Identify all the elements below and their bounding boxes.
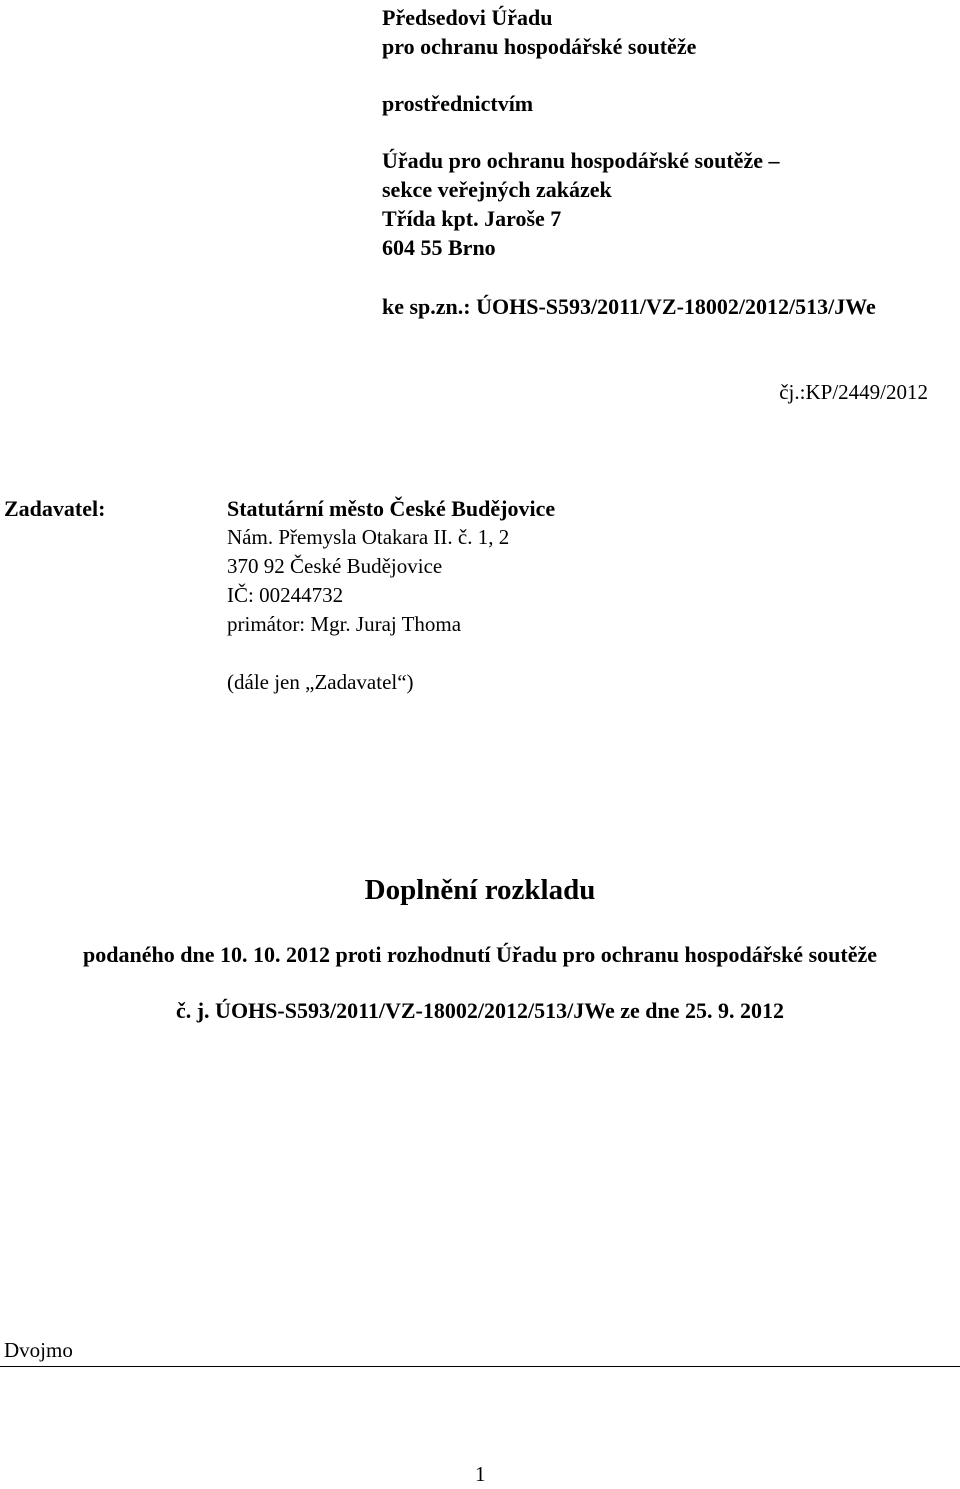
contracting-authority-street: Nám. Přemysla Otakara II. č. 1, 2: [227, 525, 510, 549]
contracting-authority-city: 370 92 České Budějovice: [227, 554, 443, 578]
recipient-office-line2: sekce veřejných zakázek: [382, 177, 612, 202]
document-number-value: KP/2449/2012: [805, 380, 928, 404]
recipient-via: prostřednictvím: [382, 91, 534, 116]
contracting-authority-mayor: primátor: Mgr. Juraj Thoma: [227, 612, 462, 636]
contracting-authority-name: Statutární město České Budějovice: [227, 496, 556, 521]
contracting-authority-alias: (dále jen „Zadavatel“): [227, 670, 414, 694]
case-reference-label: ke sp.zn.:: [382, 294, 471, 319]
document-number: [779, 378, 928, 407]
contracting-authority-label: Zadavatel:: [4, 496, 106, 521]
document-subtitle-line2: č. j. ÚOHS-S593/2011/VZ-18002/2012/513/JWe ze dne 25. 9. 2012: [175, 998, 785, 1023]
recipient-city: 604 55 Brno: [382, 235, 496, 260]
contracting-authority-ic: IČ: 00244732: [227, 583, 344, 607]
recipient-line2: pro ochranu hospodářské soutěže: [382, 34, 697, 59]
document-subtitle-line1: podaného dne 10. 10. 2012 proti rozhodnutí Úřadu pro ochranu hospodářské soutěže: [83, 942, 877, 967]
recipient-line1: Předsedovi Úřadu: [382, 5, 553, 30]
document-title: Doplnění rozkladu: [364, 874, 596, 906]
recipient-street: Třída kpt. Jaroše 7: [382, 206, 562, 231]
document-number-label: čj.:: [779, 380, 806, 404]
footer-divider: [0, 1366, 960, 1367]
copies-note: Dvojmo: [4, 1338, 73, 1362]
case-reference: [382, 292, 876, 321]
page-number: 1: [475, 1462, 486, 1486]
case-reference-value: ÚOHS-S593/2011/VZ-18002/2012/513/JWe: [476, 294, 876, 319]
recipient-office-line1: Úřadu pro ochranu hospodářské soutěže –: [382, 148, 780, 173]
